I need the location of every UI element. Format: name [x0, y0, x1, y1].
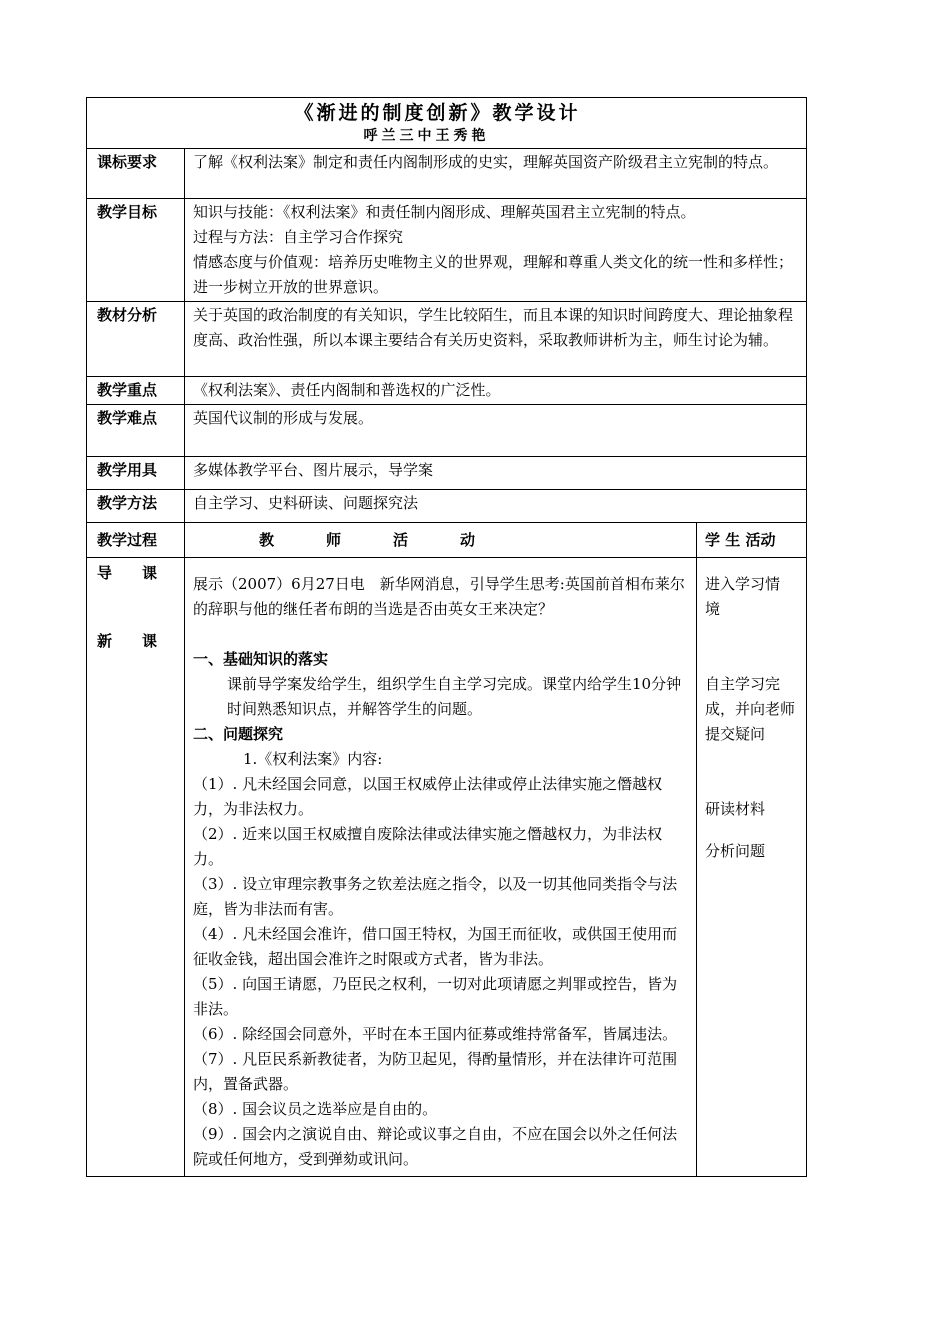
row-text: 过程与方法：自主学习合作探究 [193, 228, 404, 246]
row-label: 教学重点 [87, 377, 185, 405]
student-step: 分析问题 [705, 842, 766, 860]
row-content [185, 490, 807, 523]
section-1-text: 课前导学案发给学生，组织学生自主学习完成。课堂内给学生10分钟时间熟悉知识点，并解答学生的问题。 [227, 675, 682, 718]
section-2-title: 二、问题探究 [193, 725, 284, 743]
lesson-plan [86, 97, 811, 1177]
stage-intro: 导 课 [97, 564, 158, 582]
teacher-head-char: 活 [393, 530, 409, 549]
row-text: 多媒体教学平台、图片展示，导学案 [193, 461, 434, 479]
teacher-head-char: 师 [326, 530, 342, 549]
bill-item: （9）. 国会内之演说自由、辩论或议事之自由，不应在国会以外之任何法院或任何地方，受到弹劾或讯问。 [193, 1125, 678, 1168]
student-step: 进入学习情 境 [705, 575, 811, 618]
process-header-row [87, 523, 807, 558]
row-objectives [87, 199, 807, 302]
row-text: 《权利法案》、责任内阁制和普选权的广泛性。 [193, 381, 501, 399]
row-content [185, 377, 807, 405]
row-text: 关于英国的政治制度的有关知识，学生比较陌生，而且本课的知识时间跨度大、理论抽象程度高、政治性强，所以本课主要结合有关历史资料，采取教师讲析为主，师生讨论为辅。 [193, 306, 794, 349]
row-text: 英国代议制的形成与发展。 [193, 409, 374, 427]
row-label: 教学难点 [87, 405, 185, 457]
author: 呼兰三中王秀艳 [363, 128, 490, 144]
row-label: 教学用具 [87, 457, 185, 490]
bill-item: （8）. 国会议员之选举应是自由的。 [193, 1100, 438, 1118]
student-activity-header: 学 生 活动 [697, 523, 807, 558]
page-title: 《渐进的制度创新》教学设计 [294, 102, 581, 124]
teacher-head-char: 教 [259, 530, 275, 549]
bill-item: （3）. 设立审理宗教事务之钦差法庭之指令，以及一切其他同类指令与法庭，皆为非法而有害。 [193, 875, 678, 918]
stage-column [87, 558, 185, 1177]
row-tools [87, 457, 807, 490]
bill-item: （7）. 凡臣民系新教徒者，为防卫起见，得酌量情形，并在法律许可范围内，置备武器。 [193, 1050, 678, 1093]
header-cell [87, 98, 807, 149]
row-keypoints [87, 377, 807, 405]
section-2-subtitle: 1.《权利法案》内容: [243, 750, 383, 768]
student-step: 研读材料 [705, 800, 766, 818]
section-1-title: 一、基础知识的落实 [193, 650, 329, 668]
process-body-row [87, 558, 807, 1177]
row-label: 课标要求 [87, 149, 185, 199]
bill-item: （1）. 凡未经国会同意，以国王权威停止法律或停止法律实施之僭越权力，为非法权力。 [193, 775, 663, 818]
row-analysis [87, 302, 807, 377]
row-label: 教学目标 [87, 199, 185, 302]
header-row [87, 98, 807, 149]
row-text: 自主学习、史料研读、问题探究法 [193, 494, 419, 512]
row-label: 教材分析 [87, 302, 185, 377]
bill-item: （5）. 向国王请愿，乃臣民之权利，一切对此项请愿之判罪或控告，皆为非法。 [193, 975, 678, 1018]
process-label: 教学过程 [87, 523, 185, 558]
student-step: 自主学习完成，并向老师提交疑问 [705, 675, 796, 743]
row-label: 教学方法 [87, 490, 185, 523]
row-content [185, 149, 807, 199]
row-content [185, 457, 807, 490]
row-content [185, 405, 807, 457]
lesson-plan-table [86, 97, 811, 1177]
teacher-activity [185, 558, 697, 1177]
row-methods [87, 490, 807, 523]
stage-new: 新 课 [97, 632, 158, 650]
row-content [185, 302, 807, 377]
row-text: 情感态度与价值观：培养历史唯物主义的世界观，理解和尊重人类文化的统一性和多样性；进一步树立开放的世界意识。 [193, 253, 794, 296]
bill-item: （4）. 凡未经国会准许，借口国王特权，为国王而征收，或供国王使用而征收金钱，超出国会准许之时限或方式者，皆为非法。 [193, 925, 678, 968]
bill-item: （2）. 近来以国王权威擅自废除法律或法律实施之僭越权力，为非法权力。 [193, 825, 663, 868]
row-text: 知识与技能：《权利法案》和责任制内阁形成、理解英国君主立宪制的特点。 [193, 203, 696, 221]
teacher-head-char: 动 [460, 530, 476, 549]
row-content [185, 199, 807, 302]
teacher-activity-header [185, 523, 697, 558]
row-difficulties [87, 405, 807, 457]
row-text: 了解《权利法案》制定和责任内阁制形成的史实，理解英国资产阶级君主立宪制的特点。 [193, 153, 779, 171]
intro-text: 展示（2007）6月27日电 新华网消息，引导学生思考:英国前首相布莱尔的辞职与他的继任者布朗的当选是否由英女王来决定？ [193, 575, 685, 618]
student-activity [697, 558, 811, 1177]
bill-item: （6）. 除经国会同意外，平时在本王国内征募或维持常备军，皆属违法。 [193, 1025, 678, 1043]
row-standard [87, 149, 807, 199]
